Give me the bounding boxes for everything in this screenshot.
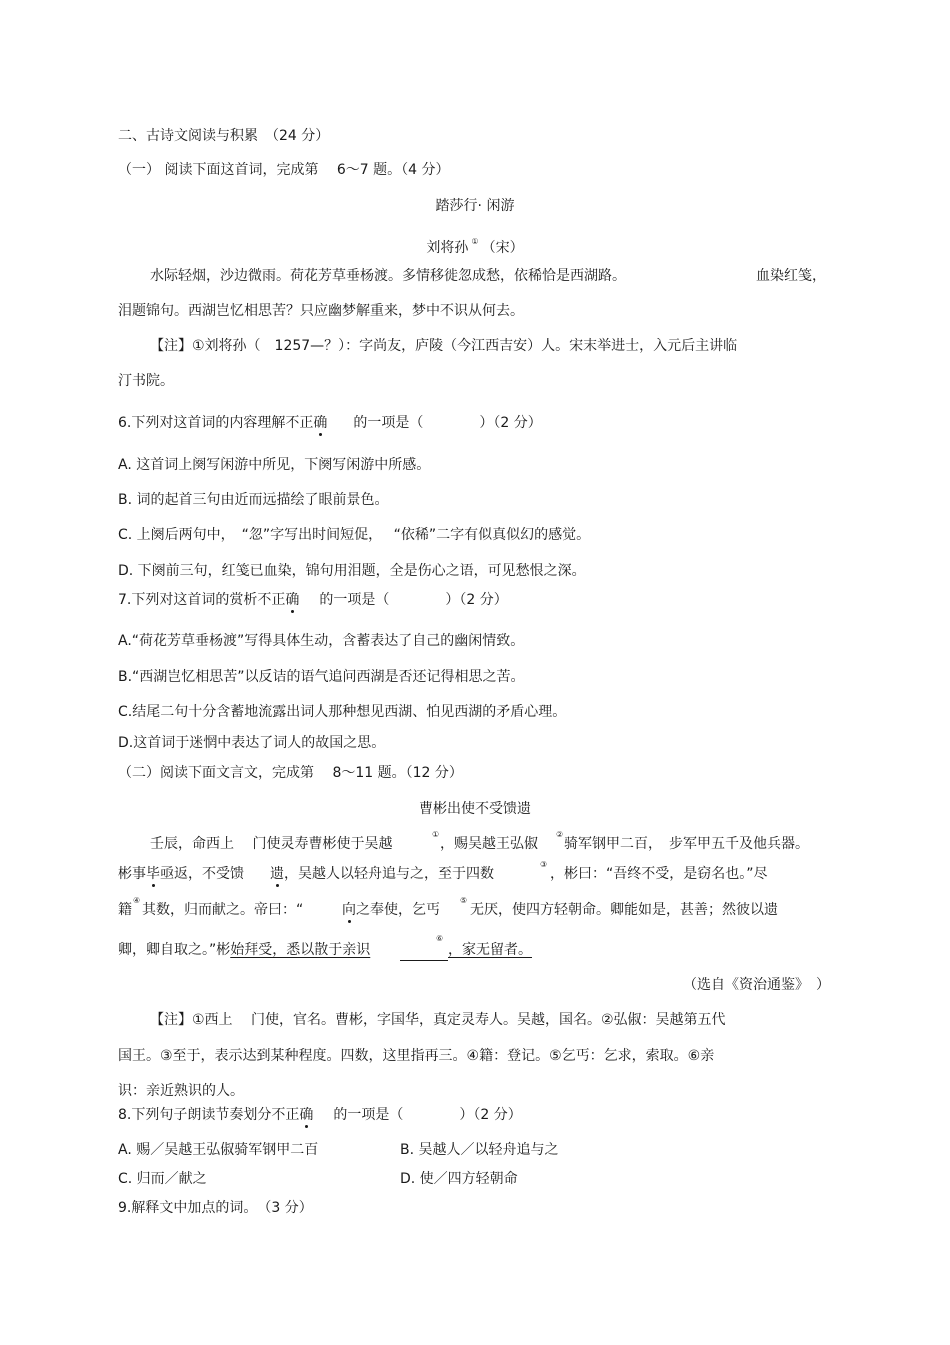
prose-text: 卿，卿自取之。”彬 bbox=[118, 942, 231, 958]
footnote-mark: ⑥ bbox=[436, 934, 444, 943]
q6-option-d[interactable]: D. 下阕前三句，红笺已血染，锦句用泪题，全是伤心之语，可见愁恨之深。 bbox=[118, 563, 586, 579]
q8-stem-b: 的一项是（ ）（2 分） bbox=[333, 1107, 522, 1123]
footnote-mark: ① bbox=[471, 237, 479, 246]
prose-text: 彬事 bbox=[118, 866, 146, 882]
footnote-mark: ④ bbox=[133, 896, 141, 905]
prose-title: 曹彬出使不受馈遗 bbox=[419, 801, 531, 817]
prose-text: ，吴越人以轻舟追与之，至于四数 bbox=[284, 866, 494, 882]
section-title: 二、古诗文阅读与积累 （24 分） bbox=[118, 128, 330, 144]
poem-title: 踏莎行· 闲游 bbox=[435, 198, 515, 214]
q7-option-b[interactable]: B.“西湖岂忆相思苦”以反诘的语气追问西湖是否还记得相思之苦。 bbox=[118, 669, 525, 685]
underlined-sentence: 始拜受，悉以散于亲识 bbox=[230, 942, 371, 958]
prose-note-2: 国王。③至于，表示达到某种程度。四数，这里指再三。④籍：登记。⑤乞丐：乞求，索取。⑥亲 bbox=[118, 1048, 715, 1064]
prose-line-2a bbox=[118, 864, 244, 884]
underline-gap bbox=[400, 940, 448, 961]
poem-line-2: 泪题锦句。西湖岂忆相思苦？只应幽梦解重来，梦中不识从何去。 bbox=[118, 303, 524, 319]
dotted-word: 向 bbox=[342, 902, 356, 918]
q8-option-c[interactable]: C. 归而／献之 bbox=[118, 1171, 207, 1187]
underlined-sentence: ，家无留者。 bbox=[448, 942, 532, 958]
q7-stem-b: 的一项是（ ）（2 分） bbox=[319, 592, 508, 608]
q7-option-d[interactable]: D.这首词于迷惘中表达了词人的故国之思。 bbox=[118, 735, 386, 751]
part1-intro: （一） 阅读下面这首词，完成第 6～7 题。（4 分） bbox=[118, 162, 450, 178]
prose-line-2c: ，彬曰：“吾终不受，是窃名也。”尽 bbox=[550, 866, 768, 882]
prose-note-3: 识：亲近熟识的人。 bbox=[118, 1083, 244, 1099]
poem-author: 刘将孙 bbox=[426, 240, 469, 256]
q6-option-b[interactable]: B. 词的起首三句由近而远描绘了眼前景色。 bbox=[118, 492, 389, 508]
prose-line-1b: ，赐吴越王弘俶 bbox=[440, 836, 538, 852]
q9-stem: 9.解释文中加点的词。 （3 分） bbox=[118, 1200, 313, 1216]
poem-note-2: 汀书院。 bbox=[118, 373, 174, 389]
q7-em-char: 正 bbox=[271, 592, 286, 608]
q6-option-a[interactable]: A. 这首词上阕写闲游中所见，下阕写闲游中所感。 bbox=[118, 457, 431, 473]
q7-stem bbox=[118, 590, 508, 610]
q6-em-char: 正 bbox=[299, 415, 314, 431]
q7-em-char: 确 bbox=[285, 592, 300, 608]
q8-option-b[interactable]: B. 吴越人／以轻舟追与之 bbox=[400, 1142, 559, 1158]
prose-text: 之奉使，乞丐 bbox=[356, 902, 440, 918]
part2-intro: （二）阅读下面文言文，完成第 8～11 题。（12 分） bbox=[118, 765, 463, 781]
q6-em-char: 确 bbox=[313, 415, 328, 431]
q6-stem-a: 6.下列对这首词的内容理解 bbox=[118, 415, 286, 431]
q6-stem bbox=[118, 413, 542, 433]
q8-em bbox=[271, 1107, 313, 1123]
q7-option-a[interactable]: A.“荷花芳草垂杨渡”写得具体生动，含蓄表达了自己的幽闲情致。 bbox=[118, 633, 525, 649]
q8-stem bbox=[118, 1105, 522, 1125]
prose-line-3a: 籍 bbox=[118, 902, 132, 918]
prose-note-1: 【注】①西上 门使，官名。曹彬，字国华，真定灵寿人。吴越，国名。②弘俶：吴越第五代 bbox=[150, 1012, 726, 1028]
footnote-mark: ⑤ bbox=[460, 896, 468, 905]
prose-line-3d: 无厌，使四方轻朝命。卿能如是，甚善；然彼以遗 bbox=[470, 902, 778, 918]
q8-stem-a: 8.下列句子朗读节奏划分 bbox=[118, 1107, 272, 1123]
q8-option-a[interactable]: A. 赐／吴越王弘俶骑军钢甲二百 bbox=[118, 1142, 319, 1158]
q7-em-char: 不 bbox=[257, 592, 272, 608]
poem-note-1: 【注】①刘将孙（ 1257—？）：字尚友，庐陵（今江西吉安）人。宋末举进士，入元后主讲临 bbox=[150, 338, 738, 354]
poem-line-1a: 水际轻烟，沙边微雨。荷花芳草垂杨渡。多情移徙忽成愁，依稀恰是西湖路。 bbox=[150, 268, 626, 284]
poem-line-1b: 血染红笺， bbox=[756, 268, 826, 284]
q6-stem-b: 的一项是（ ）（2 分） bbox=[353, 415, 542, 431]
prose-line-4b bbox=[448, 940, 532, 960]
q8-em-char: 不 bbox=[271, 1107, 286, 1123]
q7-stem-a: 7.下列对这首词的赏析 bbox=[118, 592, 258, 608]
poem-author-line bbox=[0, 232, 950, 258]
prose-line-1a: 壬辰，命西上 门使灵寿曹彬使于吴越 bbox=[150, 836, 393, 852]
q6-option-c[interactable]: C. 上阕后两句中， “忽”字写出时间短促， “依稀”二字有似真似幻的感觉。 bbox=[118, 527, 591, 543]
q8-em-char: 正 bbox=[285, 1107, 300, 1123]
q7-em bbox=[257, 592, 299, 608]
q7-option-c[interactable]: C.结尾二句十分含蓄地流露出词人那种想见西湖、怕见西湖的矛盾心理。 bbox=[118, 704, 567, 720]
prose-line-3c bbox=[342, 900, 440, 920]
prose-line-1c: 骑军钢甲二百， 步军甲五千及他兵器。 bbox=[564, 836, 809, 852]
q6-em-char: 不 bbox=[285, 415, 300, 431]
prose-text: 亟返，不受馈 bbox=[160, 866, 244, 882]
q8-option-d[interactable]: D. 使／四方轻朝命 bbox=[400, 1171, 518, 1187]
q6-em bbox=[285, 415, 327, 431]
prose-line-2b bbox=[270, 864, 494, 884]
prose-line-4 bbox=[118, 940, 370, 960]
footnote-mark: ② bbox=[556, 830, 564, 839]
q8-em-char: 确 bbox=[299, 1107, 314, 1123]
dotted-word: 毕 bbox=[146, 866, 160, 882]
footnote-mark: ① bbox=[432, 830, 440, 839]
footnote-mark: ③ bbox=[540, 860, 548, 869]
source-citation: （选自《资治通鉴》 ） bbox=[683, 977, 830, 993]
dotted-word: 遗 bbox=[270, 866, 284, 882]
prose-line-3b: 其数，归而献之。帝曰：“ bbox=[142, 902, 304, 918]
poem-dynasty: （宋） bbox=[481, 240, 524, 256]
